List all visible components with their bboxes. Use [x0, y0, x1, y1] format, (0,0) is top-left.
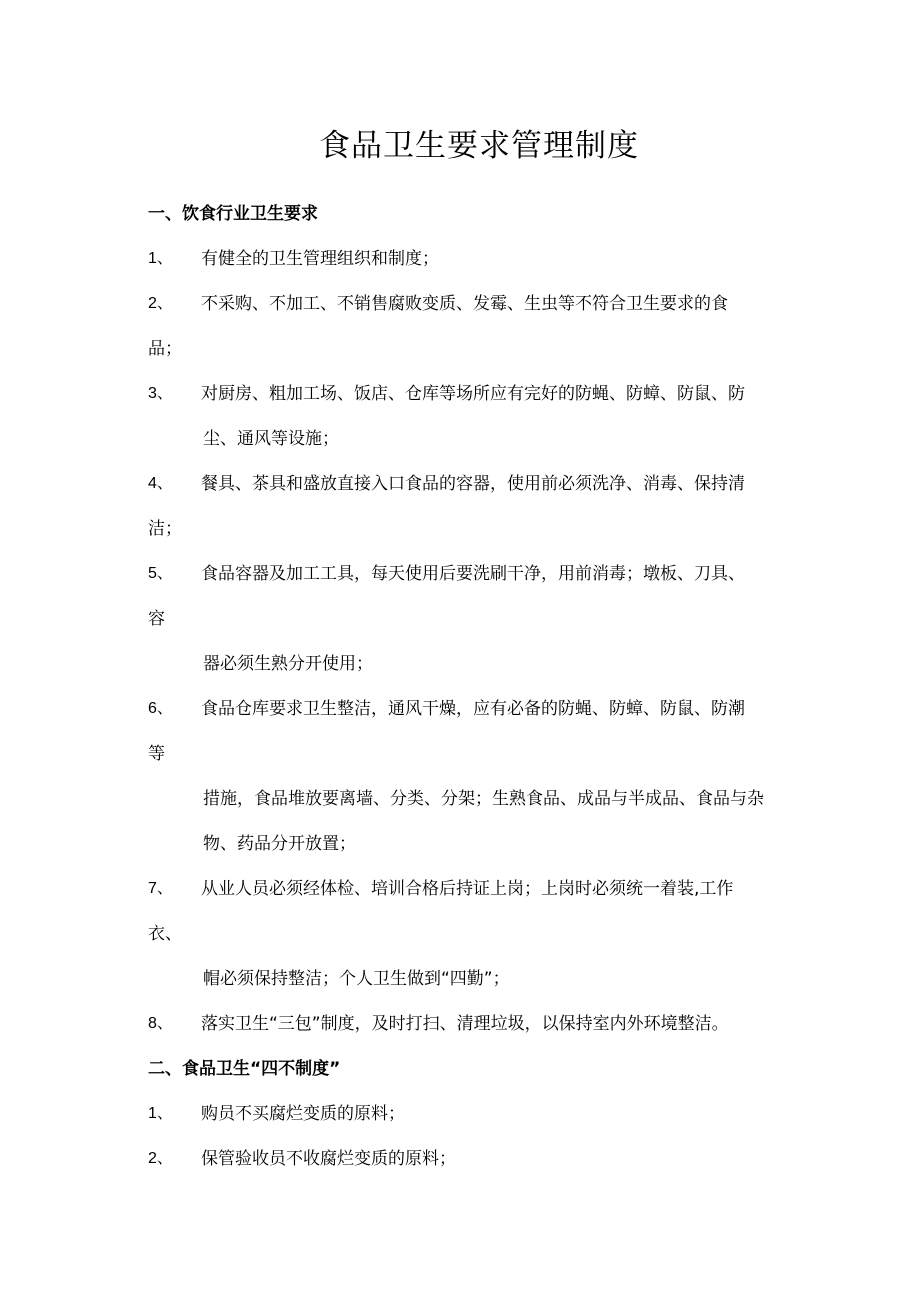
item-text: 从业人员必须经体检、培训合格后持证上岗；上岗时必须统一着装,工作 [201, 879, 734, 899]
document-title: 食品卫生要求管理制度 [319, 128, 639, 164]
item-number: 8、 [148, 1015, 173, 1032]
item-text: 不采购、不加工、不销售腐败变质、发霉、生虫等不符合卫生要求的食 [201, 294, 728, 314]
item-text: 餐具、茶具和盛放直接入口食品的容器，使用前必须洗净、消毒、保持清 [201, 474, 745, 494]
item-text-continuation: 品； [148, 339, 182, 359]
item-text: 对厨房、粗加工场、饭店、仓库等场所应有完好的防蝇、防蟑、防鼠、防 [201, 384, 745, 404]
section-heading-1: 一、饮食行业卫生要求 [148, 204, 318, 224]
item-text: 有健全的卫生管理组织和制度； [201, 249, 439, 269]
item-number: 2、 [148, 295, 173, 312]
item-number: 2、 [148, 1150, 173, 1167]
item-text: 食品容器及加工工具，每天使用后要洗刷干净，用前消毒；墩板、刀具、 [201, 564, 745, 584]
item-text-continuation: 尘、通风等设施； [203, 429, 339, 449]
item-number: 7、 [148, 880, 173, 897]
section-heading-2: 二、食品卫生“四不制度” [148, 1059, 341, 1079]
item-text-continuation: 洁； [148, 519, 182, 539]
item-text: 落实卫生“三包”制度，及时打扫、清理垃圾，以保持室内外环境整洁。 [201, 1014, 729, 1034]
item-text-continuation: 衣、 [148, 924, 182, 944]
item-number: 3、 [148, 385, 173, 402]
item-number: 5、 [148, 565, 173, 582]
item-number: 1、 [148, 250, 173, 267]
item-text-continuation: 等 [148, 744, 165, 764]
item-text-continuation: 器必须生熟分开使用； [203, 654, 373, 674]
item-text-continuation: 措施，食品堆放要离墙、分类、分架；生熟食品、成品与半成品、食品与杂 [203, 789, 764, 809]
item-text: 保管验收员不收腐烂变质的原料； [201, 1149, 456, 1169]
item-text-continuation: 帽必须保持整洁；个人卫生做到“四勤”； [203, 969, 510, 989]
item-text-continuation: 物、药品分开放置； [203, 834, 356, 854]
item-number: 1、 [148, 1105, 173, 1122]
item-text-continuation: 容 [148, 609, 165, 629]
item-text: 食品仓库要求卫生整洁，通风干燥，应有必备的防蝇、防蟑、防鼠、防潮 [201, 699, 745, 719]
item-number: 4、 [148, 475, 173, 492]
item-text: 购员不买腐烂变质的原料； [201, 1104, 405, 1124]
item-number: 6、 [148, 700, 173, 717]
